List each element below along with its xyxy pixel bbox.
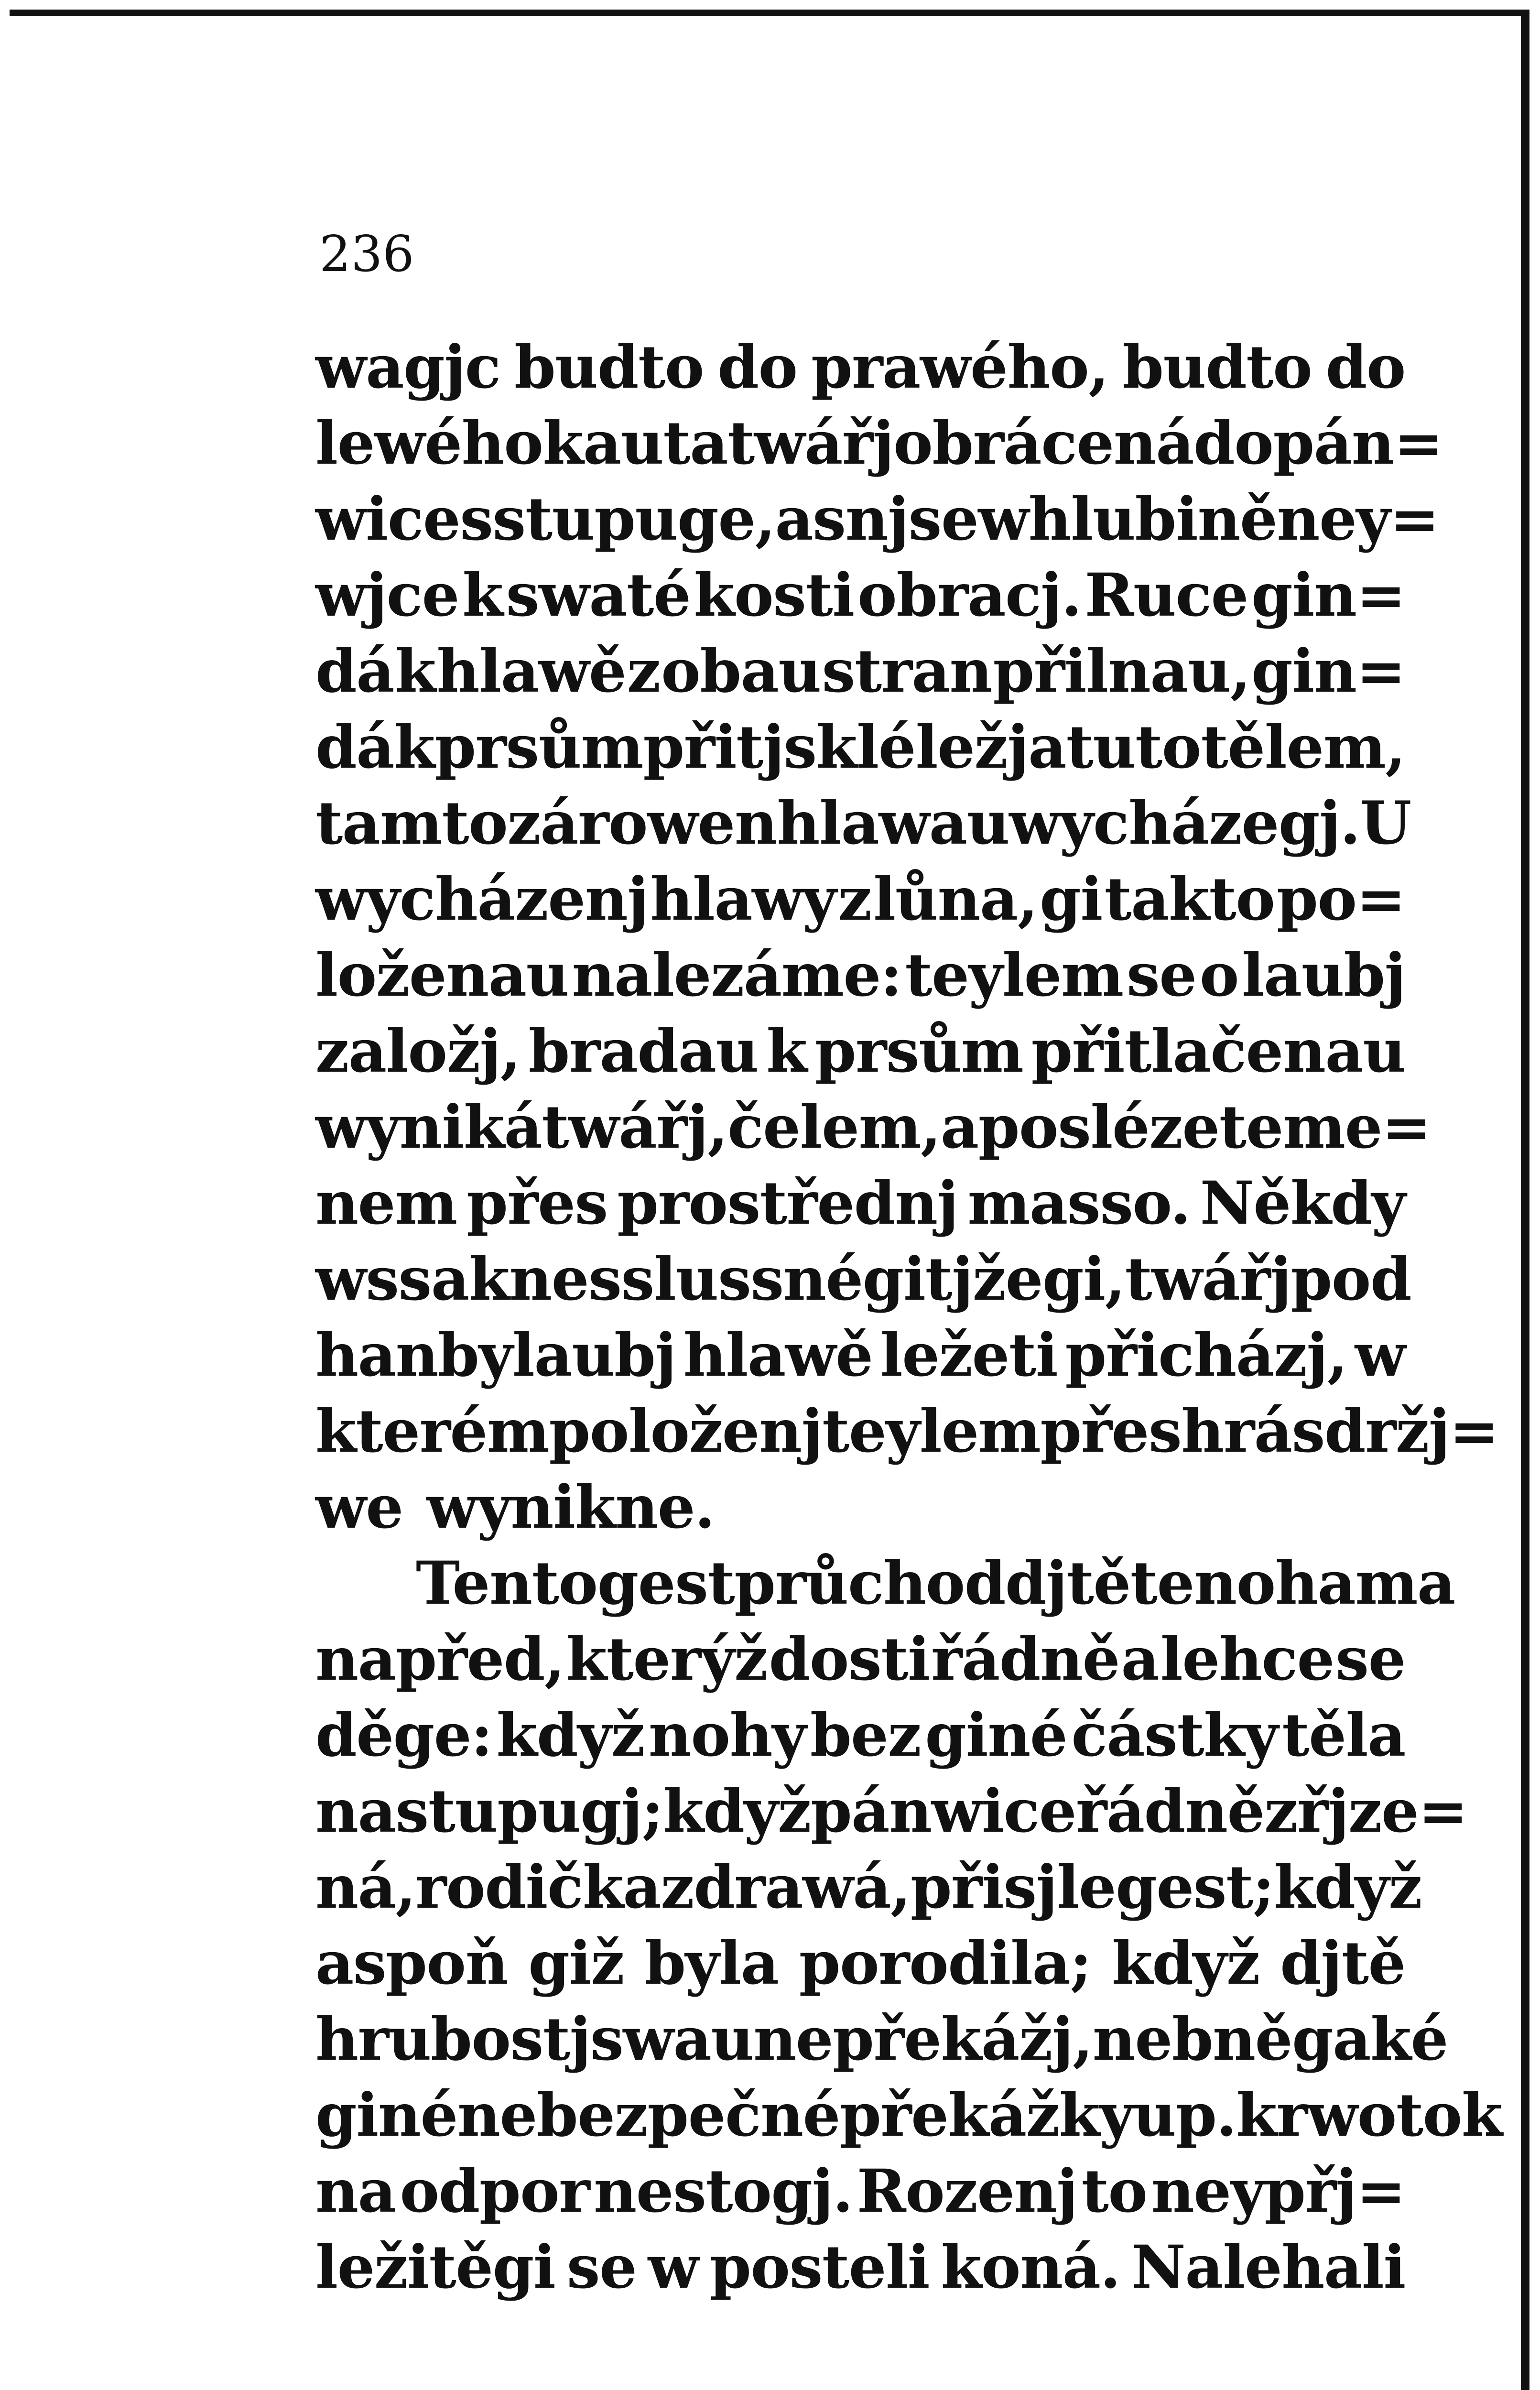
word: teylem <box>822 1397 1041 1466</box>
text-line <box>315 2002 1448 2078</box>
word: přilnau, <box>993 637 1250 706</box>
word: nj <box>845 485 909 554</box>
word: se <box>1126 941 1196 1010</box>
word: přicházj, <box>1065 1321 1347 1390</box>
word: stran <box>822 637 992 706</box>
word: prawého, <box>811 333 1108 402</box>
text-line <box>315 1166 1405 1242</box>
word: U <box>1360 789 1411 858</box>
word: wyniká <box>315 1093 542 1162</box>
word: hlawě <box>436 637 626 706</box>
word: sstupuge, <box>460 485 775 554</box>
word: wycházenj <box>315 865 648 934</box>
word: gin= <box>1251 561 1405 630</box>
word: teylem <box>905 941 1123 1010</box>
text-line <box>315 1698 1405 1774</box>
word: twářj <box>727 409 894 478</box>
word: nebezpečné <box>457 2081 840 2150</box>
word: prsům <box>814 1017 1023 1086</box>
text-line <box>315 1774 1467 1850</box>
text-line <box>315 1014 1405 1090</box>
word: hlubině <box>1028 485 1277 554</box>
word: řádně <box>1076 1777 1264 1846</box>
word: zdrawá, <box>661 1853 911 1922</box>
word: wice <box>315 485 460 554</box>
word: masso. <box>967 1169 1191 1238</box>
word: těla <box>1282 1701 1405 1770</box>
word: založj, <box>315 1017 521 1086</box>
word: přitjsklé <box>643 713 916 782</box>
word: tělem, <box>1201 713 1405 782</box>
word: hanbylaubj <box>315 1321 676 1390</box>
text-line <box>315 634 1405 710</box>
word: porodila; <box>799 1929 1091 1998</box>
word: swaté <box>506 561 691 630</box>
word: bez <box>810 1701 921 1770</box>
word: pán= <box>1273 409 1443 478</box>
word: a <box>940 1093 978 1162</box>
word: dá <box>315 637 394 706</box>
word: wssak <box>315 1245 510 1314</box>
word: Nalehali <box>1131 2233 1405 2302</box>
word: tjžegi, <box>925 1245 1125 1314</box>
word: djtěte <box>1005 1549 1194 1618</box>
word: Ruce <box>1085 561 1248 630</box>
word: w <box>648 2233 698 2302</box>
word: giné <box>925 1701 1067 1770</box>
word: když <box>1274 1853 1422 1922</box>
paragraph <box>315 330 1498 1546</box>
word: tuto <box>1066 713 1201 782</box>
word: a <box>1028 713 1066 782</box>
word: dá <box>315 713 394 782</box>
word: posléze <box>978 1093 1219 1162</box>
word: napřed, <box>315 1625 564 1694</box>
word: rodička <box>415 1853 661 1922</box>
word: koná. <box>941 2233 1120 2302</box>
word: něgaké <box>1213 2005 1448 2074</box>
word: pod <box>1291 1245 1411 1314</box>
paragraph <box>315 1546 1502 2306</box>
word: lůna, <box>873 865 1038 934</box>
word: giné <box>315 2081 457 2150</box>
word: w <box>978 485 1029 554</box>
text-line <box>315 1394 1498 1470</box>
word: nepřekážj, <box>753 2005 1093 2074</box>
word: nalezáme: <box>572 941 902 1010</box>
word: obrácená <box>893 409 1194 478</box>
word: lehce <box>1160 1625 1334 1694</box>
word: hrás <box>1181 1397 1324 1466</box>
word: byla <box>644 1929 779 1998</box>
word: twářj, <box>542 1093 728 1162</box>
word: posteli <box>710 2233 930 2302</box>
word: řádně <box>931 1625 1120 1694</box>
text-line <box>315 406 1443 482</box>
word: tamto <box>315 789 508 858</box>
word: děge: <box>315 1701 492 1770</box>
text-line <box>315 1470 1405 1546</box>
word: kterém <box>315 1397 549 1466</box>
word: Tento <box>416 1549 597 1618</box>
word: a <box>775 485 813 554</box>
word: zárowen <box>507 789 777 858</box>
word: se <box>1335 1625 1405 1694</box>
word: Někdy <box>1200 1169 1405 1238</box>
word: se <box>566 2233 637 2302</box>
word: gin= <box>1251 637 1405 706</box>
word: ney= <box>1277 485 1439 554</box>
word: neb <box>1092 2005 1213 2074</box>
word: prostřednj <box>617 1169 958 1238</box>
word: hlawě <box>683 1321 873 1390</box>
word: po= <box>1277 865 1405 934</box>
word: průchod <box>734 1549 1006 1618</box>
word: takto <box>1104 865 1275 934</box>
word: když <box>662 1777 811 1846</box>
word: se <box>908 485 978 554</box>
word: budto <box>1122 333 1312 402</box>
word: do <box>717 333 797 402</box>
word: o <box>1199 941 1239 1010</box>
word: aspoň <box>315 1929 508 1998</box>
word: nesslussnégi <box>509 1245 925 1314</box>
word: laubj <box>1242 941 1405 1010</box>
word: překážky <box>840 2081 1133 2150</box>
word: z <box>627 637 660 706</box>
word: k <box>394 713 434 782</box>
word: gest; <box>1116 1853 1274 1922</box>
word: loženau <box>315 941 569 1010</box>
word: wjce <box>315 561 459 630</box>
word: kauta <box>542 409 728 478</box>
word: kterýž <box>566 1625 768 1694</box>
word: obau <box>661 637 821 706</box>
word: obracj. <box>857 561 1082 630</box>
word: swau <box>590 2005 754 2074</box>
text-line <box>315 786 1411 862</box>
word: přes <box>1040 1397 1182 1466</box>
word: když <box>1111 1929 1260 1998</box>
word: neypřj= <box>1151 2157 1405 2226</box>
word: částky <box>1071 1701 1278 1770</box>
word: nem <box>315 1169 457 1238</box>
text-line <box>315 558 1405 634</box>
word: we <box>315 1473 403 1542</box>
text-line <box>315 1242 1411 1318</box>
word: nastupugj; <box>315 1777 663 1846</box>
word: ná, <box>315 1853 416 1922</box>
word: gest <box>597 1549 735 1618</box>
word: giž <box>528 1929 624 1998</box>
word: s <box>813 485 846 554</box>
word: wagjc <box>315 333 500 402</box>
word: prsům <box>434 713 643 782</box>
word: když <box>496 1701 644 1770</box>
word: u <box>1133 2081 1176 2150</box>
word: Rozenj <box>857 2157 1077 2226</box>
word: djtě <box>1280 1929 1405 1998</box>
word: na <box>315 2157 396 2226</box>
word: hrubostj <box>315 2005 591 2074</box>
word: přitlačenau <box>1031 1017 1405 1086</box>
text-line <box>315 1090 1431 1166</box>
word: to <box>1081 2157 1147 2226</box>
word: w <box>1355 1321 1405 1390</box>
word: nohy <box>648 1701 806 1770</box>
page-number: 236 <box>319 225 414 283</box>
text-line <box>315 1850 1422 1926</box>
word: při <box>910 1853 1004 1922</box>
body-text <box>315 330 1502 2306</box>
word: twářj <box>1125 1245 1291 1314</box>
word: p. <box>1175 2081 1236 2150</box>
word: do <box>1325 333 1405 402</box>
word: zřjze= <box>1264 1777 1467 1846</box>
text-line <box>315 1546 1455 1622</box>
text-line <box>315 938 1405 1014</box>
text-line <box>315 1926 1405 2002</box>
word: držj= <box>1324 1397 1498 1466</box>
text-line <box>315 710 1405 786</box>
word: hlawau <box>777 789 1009 858</box>
text-line <box>315 330 1405 406</box>
text-line <box>315 2078 1502 2154</box>
word: wynikne. <box>426 1473 715 1542</box>
word: budto <box>514 333 704 402</box>
word: odpor <box>400 2157 590 2226</box>
word: přes <box>466 1169 607 1238</box>
word: k <box>766 1017 807 1086</box>
word: a <box>1121 1625 1159 1694</box>
word: k <box>462 561 503 630</box>
word: nestogj. <box>594 2157 853 2226</box>
word: ležeti <box>880 1321 1058 1390</box>
text-line <box>315 482 1439 558</box>
word: k <box>395 637 435 706</box>
word: ležj <box>915 713 1028 782</box>
text-line <box>315 2230 1405 2306</box>
text-line <box>315 862 1405 938</box>
word: z <box>838 865 871 934</box>
word: teme= <box>1219 1093 1431 1162</box>
word: wycházegj. <box>1009 789 1360 858</box>
word: hlawy <box>650 865 836 934</box>
text-line <box>315 1318 1405 1394</box>
word: pánwice <box>811 1777 1076 1846</box>
word: nohama <box>1193 1549 1455 1618</box>
word: dosti <box>769 1625 930 1694</box>
word: kosti <box>694 561 854 630</box>
word: krwotok <box>1236 2081 1502 2150</box>
word: do <box>1193 409 1273 478</box>
word: položenj <box>549 1397 823 1466</box>
word: sjle <box>1003 1853 1116 1922</box>
text-line <box>315 2154 1405 2230</box>
word: čelem, <box>727 1093 941 1162</box>
text-line <box>315 1622 1405 1698</box>
word: lewého <box>315 409 543 478</box>
word: ležitěgi <box>315 2233 555 2302</box>
word: gi <box>1040 865 1102 934</box>
word: bradau <box>528 1017 759 1086</box>
